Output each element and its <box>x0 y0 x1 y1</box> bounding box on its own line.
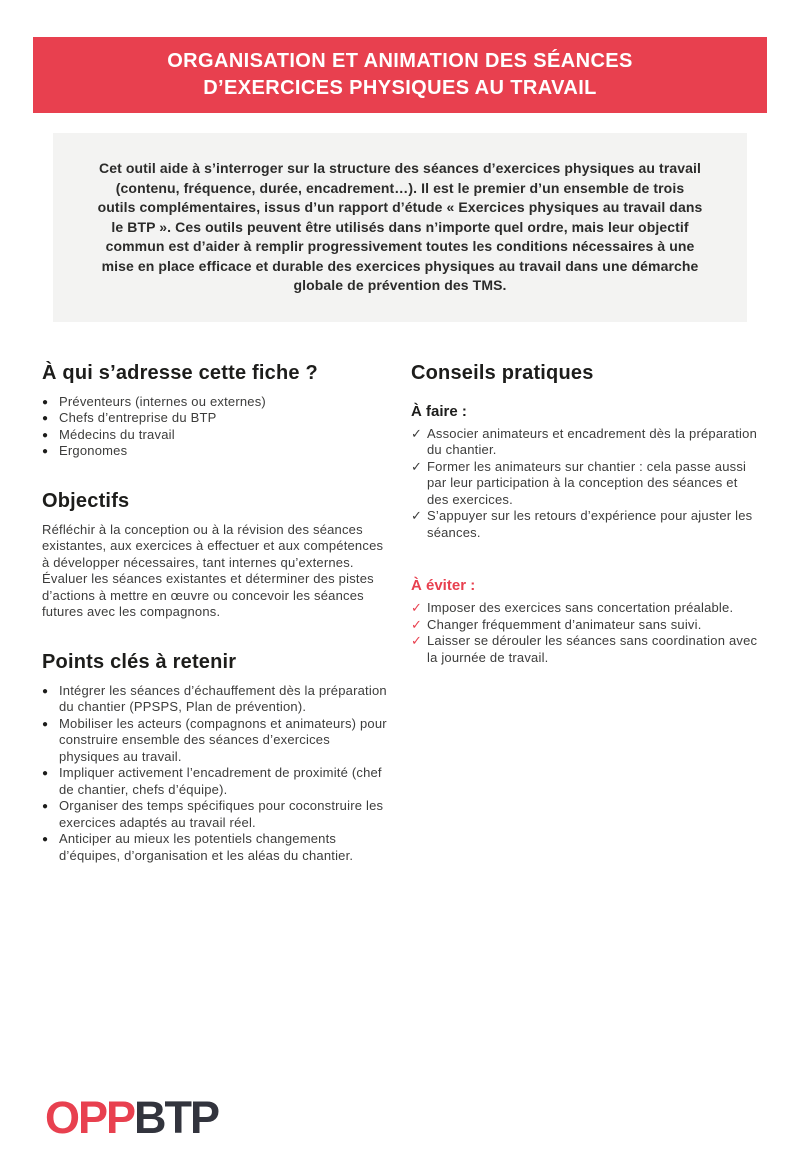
document-page <box>0 37 800 1143</box>
page-footer <box>45 1092 219 1143</box>
list-item: ● Médecins du travail <box>42 427 389 444</box>
a-faire-list <box>411 426 758 542</box>
document-title-line1: ORGANISATION ET ANIMATION DES SÉANCES <box>167 50 633 72</box>
a-faire-subheading: À faire : <box>411 402 467 420</box>
intro-box <box>53 133 747 322</box>
list-item: ● Impliquer activement l’encadrement de proximité (chef de chantier, chefs d’équipe). <box>42 765 389 798</box>
section-objectifs <box>42 490 389 621</box>
list-item: ● Mobiliser les acteurs (compagnons et animateurs) pour construire ensemble des séances d’exercices physiques au travail. <box>42 716 389 766</box>
section-conseils <box>411 362 758 667</box>
conseils-heading: Conseils pratiques <box>411 361 594 384</box>
document-title-line2: D’EXERCICES PHYSIQUES AU TRAVAIL <box>203 77 597 99</box>
list-item: ● Anticiper au mieux les potentiels changements d’équipes, d’organisation et les aléas du chantier. <box>42 831 389 864</box>
a-eviter-list <box>411 600 758 666</box>
check-item: ✓ Laisser se dérouler les séances sans coordination avec la journée de travail. <box>411 633 758 666</box>
objectifs-paragraph: Évaluer les séances existantes et déterminer des pistes d’actions à mettre en œuvre ou concevoir les séances futures avec les compagnons. <box>42 571 374 619</box>
section-audience <box>42 362 389 460</box>
audience-list <box>42 394 389 460</box>
intro-text: Cet outil aide à s’interroger sur la structure des séances d’exercices physiques au travail (contenu, fréquence, durée, encadrement…). Il est le premier d’un ensemble de trois outils complémentaires, issus d’un rapport d’étude « Exercices physiques au travail dans le BTP ». Ces outils peuvent être utilisés dans n’importe quel ordre, mais leur objectif commun est d’aider à remplir progressivement toutes les conditions nécessaires à une mise en place efficace et durable des exercices physiques au travail dans une démarche globale de prévention des TMS. <box>97 160 703 293</box>
section-points-cles <box>42 651 389 865</box>
list-item: ● Organiser des temps spécifiques pour coconstruire les exercices adaptés au travail réel. <box>42 798 389 831</box>
list-item: ● Intégrer les séances d’échauffement dès la préparation du chantier (PPSPS, Plan de prévention). <box>42 683 389 716</box>
check-item: ✓ Associer animateurs et encadrement dès la préparation du chantier. <box>411 426 758 459</box>
logo-btp: BTP <box>134 1092 219 1143</box>
oppbtp-logo <box>45 1092 219 1143</box>
left-column <box>42 362 389 895</box>
check-item: ✓ Imposer des exercices sans concertation préalable. <box>411 600 758 617</box>
list-item: ● Chefs d’entreprise du BTP <box>42 410 389 427</box>
two-column-layout <box>0 362 800 895</box>
list-item: ● Ergonomes <box>42 443 389 460</box>
a-faire-block <box>411 403 758 542</box>
audience-heading: À qui s’adresse cette fiche ? <box>42 361 318 384</box>
objectifs-heading: Objectifs <box>42 489 130 512</box>
right-column <box>411 362 758 895</box>
check-item: ✓ Former les animateurs sur chantier : cela passe aussi par leur participation à la conception des séances et des exercices. <box>411 459 758 509</box>
check-item: ✓ Changer fréquemment d’animateur sans suivi. <box>411 617 758 634</box>
a-eviter-block <box>411 577 758 666</box>
a-eviter-subheading: À éviter : <box>411 577 476 594</box>
title-banner <box>33 37 767 113</box>
objectifs-paragraph: Réfléchir à la conception ou à la révision des séances existantes, aux exercices à effectuer et aux compétences à développer nécessaires, tant internes qu’externes. <box>42 521 384 570</box>
points-cles-list <box>42 683 389 865</box>
check-item: ✓ S’appuyer sur les retours d’expérience pour ajuster les séances. <box>411 508 758 541</box>
list-item: ● Préventeurs (internes ou externes) <box>42 394 389 411</box>
points-cles-heading: Points clés à retenir <box>42 650 237 673</box>
logo-opp: OPP <box>45 1092 135 1143</box>
